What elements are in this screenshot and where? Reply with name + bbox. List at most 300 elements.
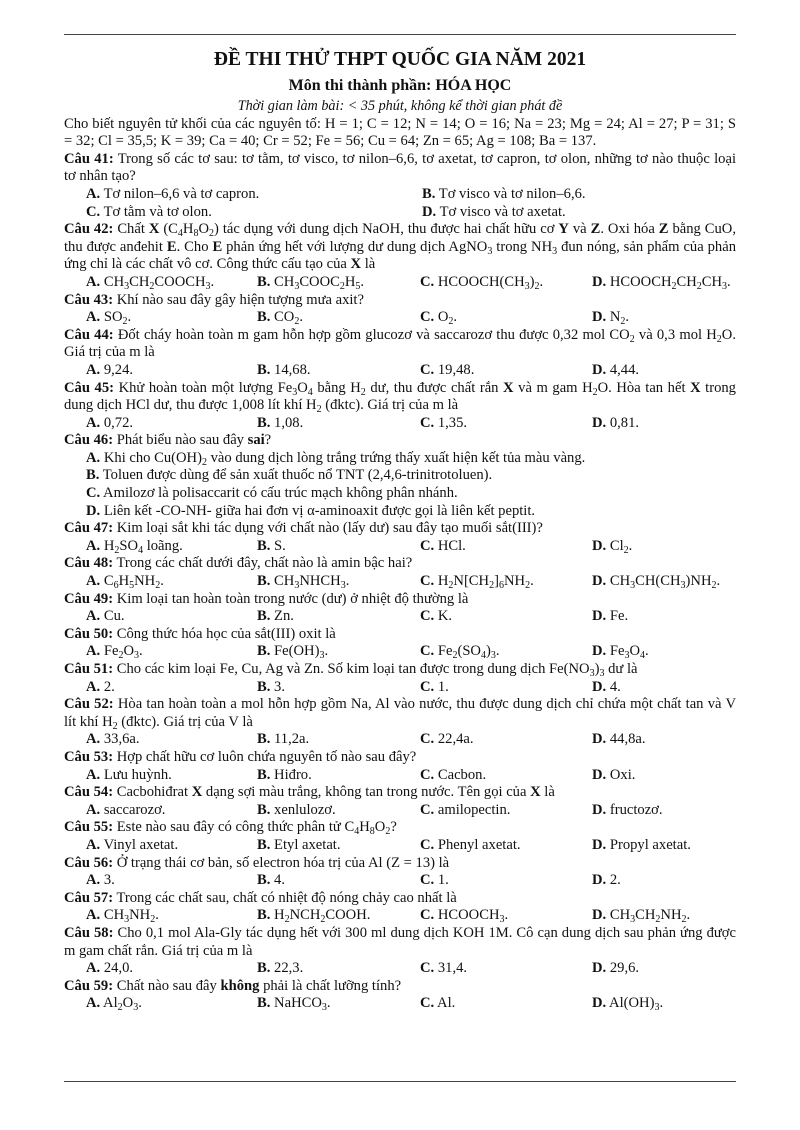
question-number: Câu 53: xyxy=(64,748,114,765)
answer-option-b xyxy=(257,415,420,433)
option-text: Toluen được dùng để sản xuất thuốc nổ TNT (2,4,6-trinitrotoluen). xyxy=(102,467,493,484)
option-text: amilopectin. xyxy=(437,801,511,818)
answer-options xyxy=(64,837,736,855)
option-text: $CH_3CH_2COOCH_3$. xyxy=(103,273,215,292)
answer-option-d xyxy=(86,503,736,521)
option-letter: B. xyxy=(257,872,271,889)
answer-options xyxy=(64,731,736,749)
option-text: Lưu huỳnh. xyxy=(103,766,172,783)
option-letter: B. xyxy=(86,467,100,484)
answer-options xyxy=(64,274,736,292)
option-text: 33,6a. xyxy=(103,731,140,748)
option-letter: B. xyxy=(257,414,271,431)
question-item xyxy=(64,555,736,590)
option-text: $CH_3NH_2$. xyxy=(103,907,159,926)
answer-option-b xyxy=(257,573,420,591)
question-number: Câu 49: xyxy=(64,590,114,607)
option-letter: D. xyxy=(592,836,607,853)
answer-option-c xyxy=(420,538,592,556)
answer-option-a xyxy=(86,186,422,204)
option-letter: B. xyxy=(257,907,271,924)
question-stem xyxy=(64,380,736,415)
option-text: 44,8a. xyxy=(609,731,646,748)
question-item xyxy=(64,661,736,696)
answer-option-d xyxy=(592,415,736,433)
question-number: Câu 41: xyxy=(64,150,114,167)
question-item xyxy=(64,151,736,221)
exam-time: Thời gian làm bài: < 35 phút, không kể thời gian phát đề xyxy=(237,98,563,114)
answer-option-a xyxy=(86,274,257,292)
option-letter: A. xyxy=(86,907,101,924)
question-item xyxy=(64,520,736,555)
answer-options xyxy=(64,538,736,556)
option-text: Tơ tằm và tơ olon. xyxy=(103,203,212,220)
option-letter: C. xyxy=(86,203,101,220)
option-text: HCl. xyxy=(437,537,466,554)
option-text: $HCOOCH(CH_3)_2$. xyxy=(437,273,544,292)
answer-option-c xyxy=(420,608,592,626)
answer-option-a xyxy=(86,837,257,855)
option-text: 9,24. xyxy=(103,361,134,378)
answer-option-d xyxy=(592,679,736,697)
option-letter: C. xyxy=(420,766,435,783)
option-text: $CH_3CH_2NH_2$. xyxy=(609,907,691,926)
option-letter: A. xyxy=(86,643,101,660)
option-text: Liên kết -CO-NH- giữa hai đơn vị α-aminoaxit được gọi là liên kết peptit. xyxy=(103,502,536,519)
question-number: Câu 47: xyxy=(64,520,114,537)
answer-option-a xyxy=(86,679,257,697)
answer-option-c xyxy=(420,731,592,749)
answer-options xyxy=(64,186,736,221)
question-text: Trong số các tơ sau: tơ tằm, tơ visco, tơ nilon–6,6, tơ axetat, tơ capron, tơ olon, những tơ nào thuộc loại tơ nhân tạo? xyxy=(64,150,737,185)
option-text: 4,44. xyxy=(609,361,640,378)
answer-option-c xyxy=(420,907,592,925)
option-text: Propyl axetat. xyxy=(609,836,691,853)
answer-option-c xyxy=(420,837,592,855)
option-letter: C. xyxy=(420,643,435,660)
answer-option-b xyxy=(257,731,420,749)
option-text: 1,08. xyxy=(274,414,304,431)
option-letter: B. xyxy=(257,766,271,783)
answer-option-c xyxy=(420,802,592,820)
question-number: Câu 43: xyxy=(64,291,114,308)
option-letter: C. xyxy=(420,731,435,748)
option-letter: B. xyxy=(257,678,271,695)
answer-option-b xyxy=(257,679,420,697)
option-letter: A. xyxy=(86,872,101,889)
answer-option-c xyxy=(420,415,592,433)
option-letter: C. xyxy=(420,273,435,290)
option-text: $Al(OH)_3$. xyxy=(609,995,664,1014)
atomic-mass-note: Cho biết nguyên tử khối của các nguyên tố: H = 1; C = 12; N = 14; O = 16; Na = 23; Mg = 24; Al = 27; P = 31; S = 32; Cl = 35,5; K = 39; Ca = 40; Cr = 52; Fe = 56; Cu = 64; Zn = 65; Ag = 108; Ba = 137. xyxy=(64,115,736,150)
option-text: $CH_3COOC_2H_5$. xyxy=(274,273,365,292)
question-number: Câu 45: xyxy=(64,379,114,396)
option-text: $SO_2$. xyxy=(103,309,132,328)
option-letter: B. xyxy=(257,309,271,326)
option-letter: D. xyxy=(592,995,607,1012)
option-text: 1. xyxy=(437,872,449,889)
answer-option-d xyxy=(592,872,736,890)
answer-option-c xyxy=(86,485,736,503)
question-stem xyxy=(64,555,736,573)
answer-option-b xyxy=(257,608,420,626)
question-number: Câu 51: xyxy=(64,661,114,677)
option-text: $H_2SO_4$ loãng. xyxy=(103,537,183,556)
answer-option-c xyxy=(420,995,592,1013)
question-stem xyxy=(64,749,736,767)
option-letter: A. xyxy=(86,960,101,977)
option-letter: B. xyxy=(257,361,271,378)
option-text: Etyl axetat. xyxy=(274,836,341,853)
answer-options xyxy=(64,802,736,820)
question-item xyxy=(64,784,736,819)
exam-title: ĐỀ THI THỬ THPT QUỐC GIA NĂM 2021 xyxy=(213,49,587,70)
answer-option-a xyxy=(86,309,257,327)
question-item xyxy=(64,221,736,291)
question-number: Câu 48: xyxy=(64,555,114,572)
option-letter: D. xyxy=(592,608,607,625)
option-letter: A. xyxy=(86,573,101,590)
option-letter: B. xyxy=(257,731,271,748)
question-text: Công thức hóa học của sắt(III) oxit là xyxy=(116,625,336,642)
answer-option-b xyxy=(257,643,420,661)
answer-option-b xyxy=(257,872,420,890)
answer-option-d xyxy=(592,643,736,661)
answer-options xyxy=(64,643,736,661)
option-letter: D. xyxy=(592,273,607,290)
option-letter: C. xyxy=(420,960,435,977)
question-number: Câu 59: xyxy=(64,977,114,994)
option-text: 22,4a. xyxy=(437,731,474,748)
answer-option-d xyxy=(592,960,736,978)
option-text: Khi cho $Cu(OH)_2$ vào dung dịch lòng trắng trứng thấy xuất hiện kết tủa màu vàng. xyxy=(103,449,586,468)
question-item xyxy=(64,696,736,749)
option-text: 1,35. xyxy=(437,414,468,431)
exam-content xyxy=(64,47,736,1013)
option-text: 3. xyxy=(103,872,115,889)
option-text: 0,81. xyxy=(609,414,640,431)
option-text: saccarozơ. xyxy=(103,801,166,818)
answer-option-b xyxy=(257,907,420,925)
option-letter: C. xyxy=(86,485,101,502)
answer-options xyxy=(64,608,736,626)
question-number: Câu 44: xyxy=(64,326,114,343)
answer-option-d xyxy=(592,802,736,820)
option-text: Hiđro. xyxy=(274,766,312,783)
option-letter: A. xyxy=(86,801,101,818)
question-number: Câu 58: xyxy=(64,924,114,941)
question-text: Khí nào sau đây gây hiện tượng mưa axit? xyxy=(116,291,364,308)
option-letter: C. xyxy=(420,872,435,889)
question-stem xyxy=(64,784,736,802)
question-stem xyxy=(64,855,736,873)
option-letter: B. xyxy=(257,995,271,1012)
question-stem xyxy=(64,221,736,274)
answer-option-d xyxy=(592,538,736,556)
option-text: 19,48. xyxy=(437,361,475,378)
question-stem xyxy=(64,292,736,310)
option-text: $O_2$. xyxy=(437,309,458,328)
exam-subject: Môn thi thành phần: HÓA HỌC xyxy=(288,77,512,94)
question-text: Hòa tan hoàn toàn a mol hỗn hợp gồm Na, Al vào nước, thu được dung dịch chỉ chứa một chất tan và V lít khí $H_2$ (đktc). Giá trị của V là xyxy=(64,696,736,732)
option-letter: B. xyxy=(257,643,271,660)
question-number: Câu 52: xyxy=(64,696,114,713)
question-text: Trong các chất sau, chất có nhiệt độ nóng chảy cao nhất là xyxy=(116,889,457,906)
answer-option-b xyxy=(257,538,420,556)
option-letter: B. xyxy=(257,801,271,818)
question-text: Phát biểu nào sau đây sai? xyxy=(116,432,272,449)
option-text: $Fe_2O_3$. xyxy=(103,643,143,662)
option-letter: D. xyxy=(592,361,607,378)
answer-option-a xyxy=(86,872,257,890)
question-stem xyxy=(64,520,736,538)
question-list xyxy=(64,151,736,1013)
question-stem xyxy=(64,591,736,609)
option-text: Zn. xyxy=(274,608,294,625)
question-text: Trong các chất dưới đây, chất nào là amin bậc hai? xyxy=(116,555,413,572)
option-letter: D. xyxy=(592,907,607,924)
answer-option-a xyxy=(86,362,257,380)
answer-option-a xyxy=(86,960,257,978)
option-letter: C. xyxy=(420,608,435,625)
answer-option-a xyxy=(86,767,257,785)
option-letter: D. xyxy=(592,766,607,783)
answer-option-c xyxy=(420,274,592,292)
answer-option-a xyxy=(86,995,257,1013)
question-text: Kim loại sắt khi tác dụng với chất nào (lấy dư) sau đây tạo muối sắt(III)? xyxy=(116,520,543,537)
option-letter: D. xyxy=(592,678,607,695)
option-text: Vinyl axetat. xyxy=(103,836,179,853)
option-letter: C. xyxy=(420,414,435,431)
option-letter: D. xyxy=(86,502,101,519)
question-stem xyxy=(64,661,736,679)
option-letter: C. xyxy=(420,995,435,1012)
question-number: Câu 42: xyxy=(64,221,114,238)
answer-option-d xyxy=(592,573,736,591)
option-letter: A. xyxy=(86,537,101,554)
option-letter: A. xyxy=(86,361,101,378)
answer-option-d xyxy=(592,731,736,749)
option-letter: C. xyxy=(420,573,435,590)
top-divider xyxy=(64,34,736,35)
option-text: $Cl_2$. xyxy=(609,537,633,556)
option-letter: A. xyxy=(86,731,101,748)
answer-options xyxy=(64,907,736,925)
option-text: $H_2NCH_2COOH$. xyxy=(274,907,371,926)
option-text: S. xyxy=(274,537,286,554)
question-stem xyxy=(64,925,736,960)
option-letter: C. xyxy=(420,537,435,554)
answer-option-c xyxy=(420,309,592,327)
question-number: Câu 50: xyxy=(64,625,114,642)
option-text: $CH_3CH(CH_3)NH_2$. xyxy=(609,573,721,592)
answer-option-b xyxy=(257,995,420,1013)
answer-option-d xyxy=(592,274,736,292)
answer-option-c xyxy=(420,643,592,661)
option-text: 4. xyxy=(609,678,621,695)
question-item xyxy=(64,925,736,978)
question-text: Hợp chất hữu cơ luôn chứa nguyên tố nào sau đây? xyxy=(116,748,417,765)
question-item xyxy=(64,819,736,854)
answer-option-d xyxy=(592,837,736,855)
option-text: Cacbon. xyxy=(437,766,487,783)
answer-options xyxy=(64,767,736,785)
answer-option-d xyxy=(592,767,736,785)
question-stem xyxy=(64,978,736,996)
question-item xyxy=(64,749,736,784)
question-stem xyxy=(64,151,736,186)
option-text: $CO_2$. xyxy=(274,309,303,328)
question-item xyxy=(64,432,736,520)
question-stem xyxy=(64,327,736,362)
answer-option-a xyxy=(86,907,257,925)
option-text: 0,72. xyxy=(103,414,134,431)
question-text: Este nào sau đây có công thức phân tử $C_4H_8O_2$? xyxy=(116,819,397,838)
option-letter: C. xyxy=(420,361,435,378)
question-text: Cacbohiđrat X dạng sợi màu trắng, không tan trong nước. Tên gọi của X là xyxy=(116,784,555,801)
question-text: Chất X $(C_4H_8O_2)$ tác dụng với dung dịch NaOH, thu được hai chất hữu cơ Y và Z. Oxi hóa Z bằng CuO, thu được anđehit E. Cho E phản ứng hết với lượng dư dung dịch AgNO$_3$ trong $NH_3$ đun nóng, sản phẩm của phản ứng chỉ là các chất vô cơ. Công thức cấu tạo của X là xyxy=(64,221,737,273)
answer-option-b xyxy=(257,767,420,785)
option-letter: D. xyxy=(592,643,607,660)
question-number: Câu 55: xyxy=(64,819,114,836)
answer-option-c xyxy=(420,679,592,697)
option-letter: B. xyxy=(257,836,271,853)
question-text: Đốt cháy hoàn toàn m gam hỗn hợp gồm glucozơ và saccarozơ thu được 0,32 mol $CO_2$ và 0,3 mol $H_2O$. Giá trị của m là xyxy=(64,326,736,361)
option-text: 29,6. xyxy=(609,960,640,977)
option-text: Al. xyxy=(437,995,456,1012)
answer-option-a xyxy=(86,643,257,661)
answer-option-b xyxy=(257,362,420,380)
option-text: 24,0. xyxy=(103,960,134,977)
question-stem xyxy=(64,696,736,731)
option-text: xenlulozơ. xyxy=(274,801,336,818)
option-letter: A. xyxy=(86,766,101,783)
option-text: K. xyxy=(437,608,453,625)
option-text: Cu. xyxy=(103,608,125,625)
option-text: Phenyl axetat. xyxy=(437,836,521,853)
answer-options xyxy=(64,415,736,433)
answer-options xyxy=(64,450,736,520)
question-stem xyxy=(64,819,736,837)
question-item xyxy=(64,591,736,626)
answer-option-d xyxy=(592,362,736,380)
option-letter: A. xyxy=(86,608,101,625)
option-letter: C. xyxy=(420,309,435,326)
answer-options xyxy=(64,679,736,697)
option-letter: A. xyxy=(86,449,101,466)
option-letter: A. xyxy=(86,678,101,695)
question-text: Kim loại tan hoàn toàn trong nước (dư) ở nhiệt độ thường là xyxy=(116,590,469,607)
answer-options xyxy=(64,872,736,890)
question-stem xyxy=(64,432,736,450)
option-letter: D. xyxy=(592,872,607,889)
answer-option-a xyxy=(86,731,257,749)
question-number: Câu 54: xyxy=(64,784,114,801)
answer-option-b xyxy=(257,274,420,292)
option-text: $CH_3NHCH_3$. xyxy=(274,573,350,592)
option-text: $HCOOCH_2CH_2CH_3$. xyxy=(609,273,731,292)
option-text: fructozơ. xyxy=(609,801,663,818)
option-letter: D. xyxy=(422,203,437,220)
question-number: Câu 56: xyxy=(64,854,114,871)
answer-option-a xyxy=(86,573,257,591)
option-letter: B. xyxy=(422,185,436,202)
answer-options xyxy=(64,362,736,380)
answer-option-d xyxy=(592,907,736,925)
option-text: Fe. xyxy=(609,608,629,625)
option-text: 31,4. xyxy=(437,960,468,977)
option-letter: A. xyxy=(86,309,101,326)
option-letter: C. xyxy=(420,907,435,924)
answer-option-d xyxy=(592,309,736,327)
option-letter: A. xyxy=(86,836,101,853)
question-item xyxy=(64,626,736,661)
answer-option-a xyxy=(86,450,736,468)
answer-option-c xyxy=(420,767,592,785)
answer-option-d xyxy=(592,995,736,1013)
answer-option-c xyxy=(420,872,592,890)
option-letter: C. xyxy=(420,801,435,818)
question-text: Khử hoàn toàn một lượng $Fe_3O_4$ bằng $H_2$ dư, thu được chất rắn X và m gam $H_2O$. Hòa tan hết X trong dung dịch HCl dư, thu được 1,008 lít khí $H_2$ (đktc). Giá trị của m là xyxy=(64,379,736,416)
option-letter: D. xyxy=(592,537,607,554)
answer-option-b xyxy=(257,802,420,820)
answer-options xyxy=(64,573,736,591)
question-text: Cho các kim loại Fe, Cu, Ag và Zn. Số kim loại tan được trong dung dịch $Fe(NO_3)_3$ dư là xyxy=(116,661,638,679)
option-letter: D. xyxy=(592,414,607,431)
option-text: Tơ nilon–6,6 và tơ capron. xyxy=(103,185,260,202)
answer-option-d xyxy=(592,608,736,626)
question-stem xyxy=(64,626,736,644)
option-text: 2. xyxy=(609,872,621,889)
answer-option-d xyxy=(422,204,736,222)
option-text: $Fe_3O_4$. xyxy=(609,643,649,662)
question-text: Chất nào sau đây không phải là chất lưỡng tính? xyxy=(116,977,402,994)
option-letter: D. xyxy=(592,731,607,748)
option-text: 11,2a. xyxy=(274,731,310,748)
option-text: $Fe_2(SO_4)_3$. xyxy=(437,643,500,662)
answer-option-b xyxy=(257,960,420,978)
option-letter: D. xyxy=(592,573,607,590)
answer-option-a xyxy=(86,415,257,433)
option-text: $HCOOCH_3$. xyxy=(437,907,509,926)
option-text: $N_2$. xyxy=(609,309,630,328)
option-letter: D. xyxy=(592,960,607,977)
option-letter: B. xyxy=(257,960,271,977)
answer-option-a xyxy=(86,608,257,626)
question-item xyxy=(64,978,736,1013)
option-letter: B. xyxy=(257,573,271,590)
option-text: $Al_2O_3$. xyxy=(103,995,142,1014)
answer-options xyxy=(64,995,736,1013)
option-text: Amilozơ là polisaccarit có cấu trúc mạch không phân nhánh. xyxy=(103,485,458,502)
option-letter: A. xyxy=(86,414,101,431)
question-item xyxy=(64,380,736,433)
option-text: Tơ visco và tơ nilon–6,6. xyxy=(438,185,586,202)
question-text: Cho 0,1 mol Ala-Gly tác dụng hết với 300 ml dung dịch KOH 1M. Cô cạn dung dịch sau phản ứng được m gam chất rắn. Giá trị của m là xyxy=(64,924,736,959)
question-number: Câu 46: xyxy=(64,432,114,449)
answer-option-c xyxy=(420,573,592,591)
option-letter: D. xyxy=(592,801,607,818)
answer-option-c xyxy=(420,362,592,380)
answer-options xyxy=(64,960,736,978)
option-text: 1. xyxy=(437,678,449,695)
option-text: Tơ visco và tơ axetat. xyxy=(439,203,566,220)
option-text: 14,68. xyxy=(274,361,311,378)
answer-option-a xyxy=(86,538,257,556)
option-letter: A. xyxy=(86,273,101,290)
question-number: Câu 57: xyxy=(64,889,114,906)
answer-option-c xyxy=(86,204,422,222)
